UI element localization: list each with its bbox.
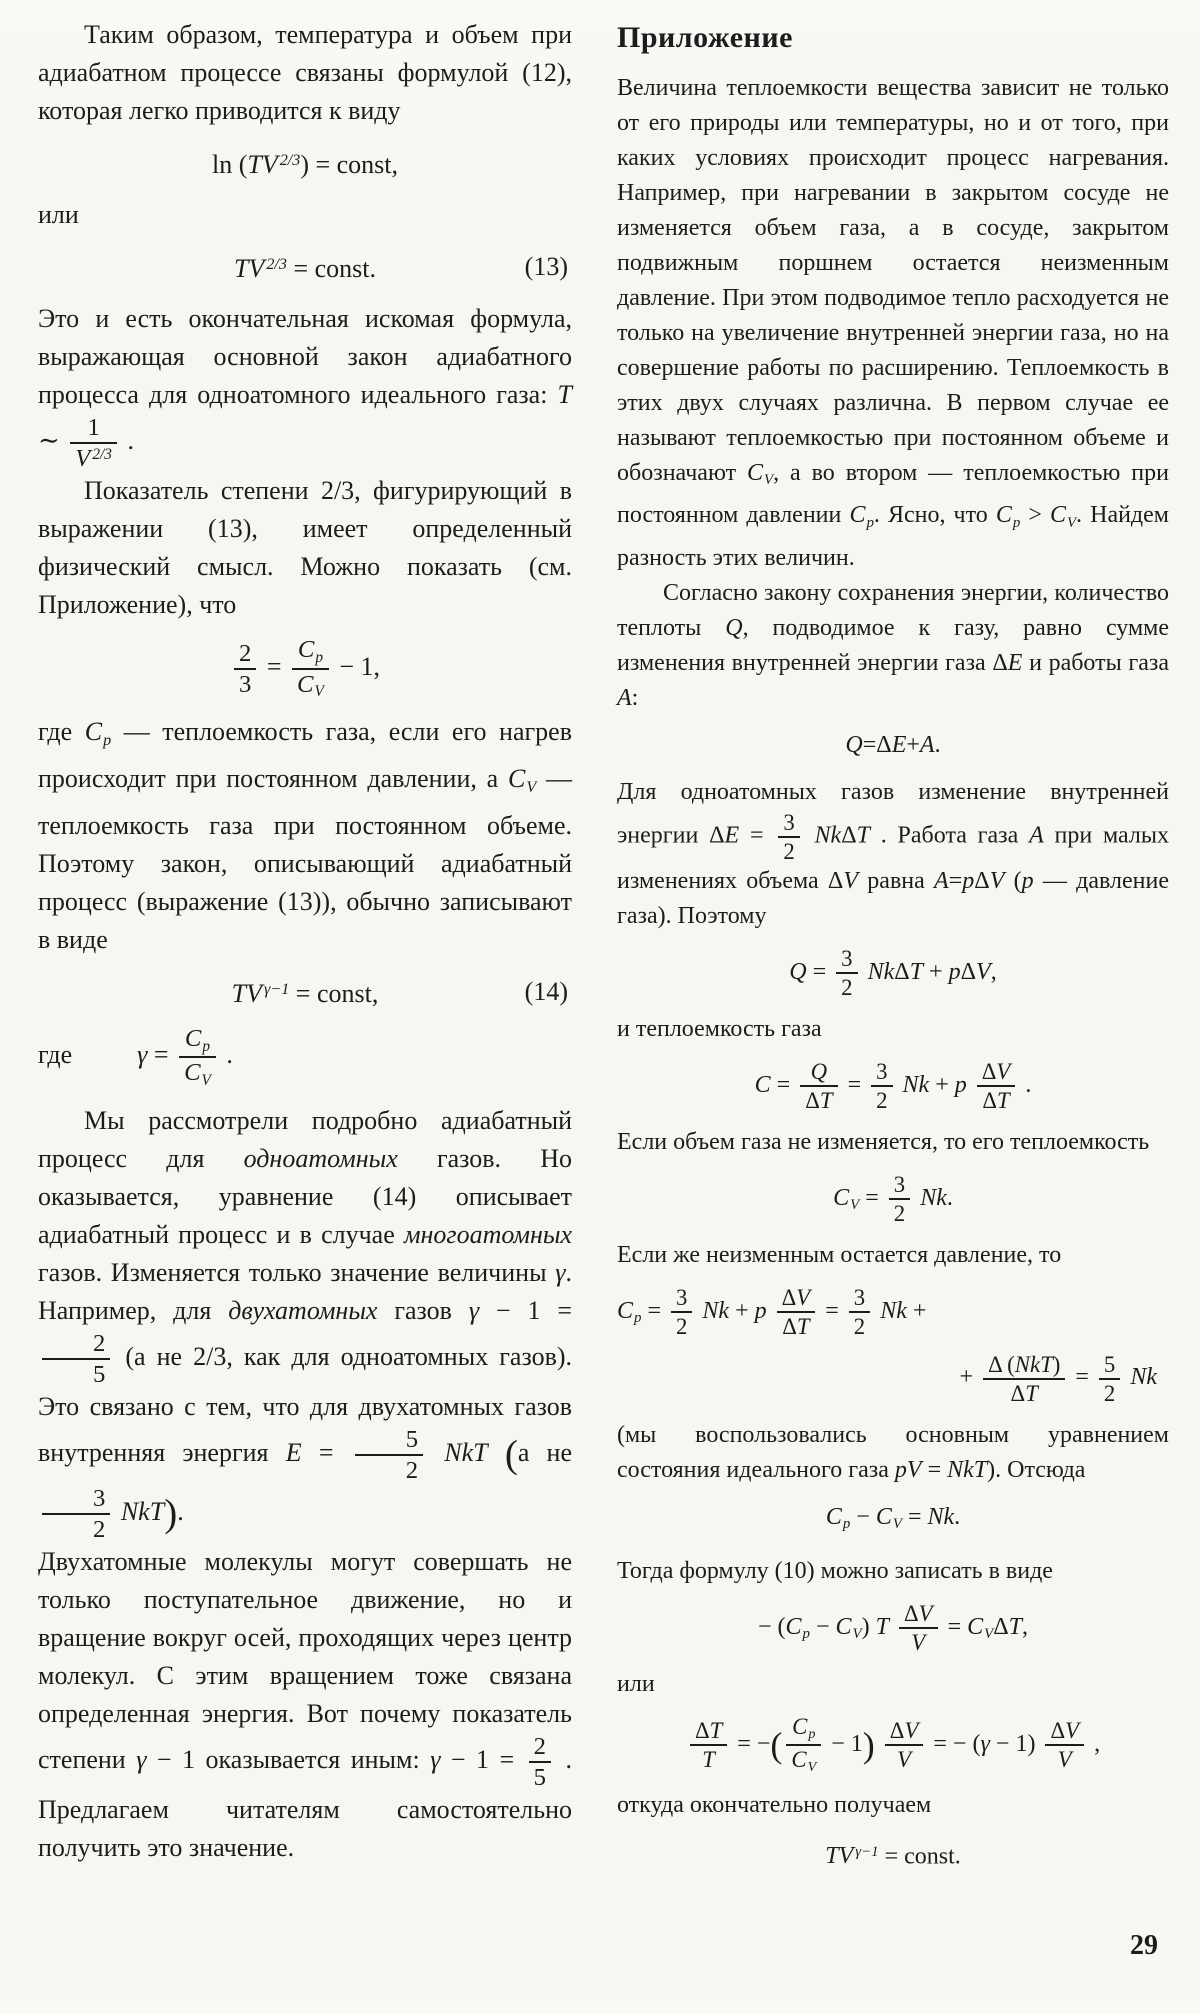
math-variable: γ	[468, 1295, 480, 1325]
math-variable: Q	[810, 1059, 828, 1085]
formula-body: Cp = $\frac{3}{2}$ Nk + p $\frac{\Delta V}{\Delta T}$ = $\frac{3}{2}$ Nk +	[617, 1285, 927, 1340]
fraction-denominator: ΔT	[800, 1085, 837, 1113]
math-fraction	[70, 414, 117, 472]
fraction-numerator: ΔV	[1050, 1717, 1080, 1743]
math-subscript: V	[850, 1197, 860, 1214]
fraction-numerator: 2	[238, 639, 252, 667]
fraction-denominator	[179, 1056, 216, 1089]
math-variable: Nk	[880, 1297, 907, 1324]
fraction-numerator	[179, 1025, 216, 1056]
formula	[617, 1601, 1169, 1655]
math-subscripted	[84, 717, 112, 750]
fraction-denominator	[786, 1744, 821, 1776]
math-fraction	[983, 1352, 1065, 1406]
fraction-denominator	[1045, 1744, 1084, 1772]
math-subscripted	[825, 1503, 851, 1533]
math-fraction	[1099, 1352, 1120, 1406]
fraction-numerator: ΔV	[903, 1601, 933, 1627]
fraction-numerator: 3	[676, 1285, 688, 1311]
appendix-heading: Приложение	[617, 21, 793, 54]
math-fraction	[42, 1485, 110, 1543]
math-variable: V	[843, 868, 859, 895]
paragraph: (мы воспользовались основным уравнением состояния идеального газа pV = NkT). Отсюда	[617, 1421, 1169, 1483]
fraction-numerator: ΔT	[694, 1717, 723, 1743]
paragraph: Согласно закону сохранения энергии, количество теплоты Q, подводимое к газу, равно сумме изменения внутренней энергии газа ΔE и работы газа A:	[617, 579, 1169, 711]
fraction-denominator	[70, 442, 117, 472]
math-superscripted	[234, 254, 287, 283]
math-variable: T	[909, 958, 924, 985]
fraction-numerator: ΔV	[981, 1059, 1011, 1085]
big-parenthesis: )	[862, 1724, 875, 1765]
math-exponent: 2/3	[266, 256, 287, 274]
paragraph: Двухатомные молекулы могут совершать не только поступательное движение, но и вращение вокруг осей, проходящих через центр молекул. С этим вращением тоже связана определенная энергия. Вот почему показатель степени γ − 1 оказывается иным: γ − 1 = $\frac{2}{5}$ . Предлагаем читателям самостоятельно получить это значение.	[38, 1546, 572, 1863]
formula-body: Q=ΔE+A.	[845, 731, 941, 758]
fraction-denominator	[899, 1627, 938, 1655]
paragraph: Тогда формулу (10) можно записать в виде	[617, 1558, 1053, 1585]
math-variable: T	[702, 1747, 715, 1773]
formula-body: TV $^{\gamma-1}$ = const,	[231, 979, 379, 1009]
paragraph: или	[38, 200, 79, 230]
math-variable: C	[508, 764, 526, 794]
formula	[617, 1835, 1169, 1874]
math-variable: Nk	[814, 822, 842, 849]
math-variable: Nk	[867, 958, 895, 985]
math-fraction	[777, 1285, 816, 1339]
fraction-denominator: 2	[42, 1513, 110, 1543]
math-variable: E	[1007, 649, 1023, 676]
math-variable: V	[796, 1285, 811, 1311]
math-subscript: V	[764, 472, 774, 489]
math-subscripted	[835, 1613, 862, 1643]
math-variable: C	[875, 1503, 892, 1530]
math-variable: NkT	[120, 1496, 165, 1526]
math-fraction	[671, 1285, 692, 1339]
math-variable: Nk	[920, 1184, 947, 1211]
right-column	[617, 12, 1169, 1886]
fraction-numerator: 3	[783, 809, 795, 835]
math-fraction	[899, 1601, 938, 1655]
formula-body: C = $\frac{Q}{\Delta T}$ = $\frac{3}{2}$ Nk + p $\frac{\Delta V}{\Delta T}$ .	[754, 1059, 1032, 1114]
math-subscripted	[785, 1613, 810, 1643]
math-variable: γ	[136, 1745, 147, 1775]
formula	[617, 1500, 1169, 1542]
formula-body: Q = $\frac{3}{2}$ NkΔT + pΔV,	[789, 946, 997, 1001]
math-variable: C	[297, 670, 314, 698]
formula	[617, 946, 1169, 1000]
fraction-numerator: 3	[93, 1484, 106, 1512]
formula	[617, 1352, 1169, 1406]
formula-body: TV $^{2/3}$ = const.	[234, 254, 376, 284]
math-variable: C	[1049, 502, 1066, 529]
fraction-numerator: ΔV	[889, 1717, 919, 1743]
fraction-denominator: ΔT	[777, 1311, 816, 1339]
equation-number: (14)	[524, 976, 568, 1006]
big-parenthesis: (	[770, 1724, 783, 1765]
math-subscripted	[184, 1059, 211, 1090]
paragraph: или	[617, 1671, 655, 1698]
fraction-numerator	[800, 1059, 837, 1085]
formula-body: где γ = $\frac{Cp}{CV}$ .	[38, 1025, 233, 1090]
math-variable: A	[919, 731, 935, 758]
math-fraction	[836, 946, 857, 1000]
formula	[38, 971, 572, 1013]
math-variable: T	[856, 822, 870, 849]
math-exponent: γ−1	[855, 1843, 879, 1860]
math-variable: γ	[137, 1040, 148, 1070]
math-subscripted	[967, 1613, 994, 1643]
math-variable: T	[1025, 1380, 1038, 1406]
math-subscript: p	[802, 1626, 810, 1643]
big-parenthesis: )	[164, 1491, 178, 1535]
math-subscript: V	[1066, 514, 1077, 531]
math-variable: C	[297, 636, 315, 664]
math-variable: TV	[231, 979, 262, 1009]
math-variable: NkT	[444, 1438, 488, 1468]
math-variable: C	[967, 1613, 984, 1640]
math-variable: C	[184, 1025, 202, 1053]
math-variable: A	[934, 868, 949, 895]
paragraph: и теплоемкость газа	[617, 1016, 822, 1043]
math-subscripted	[792, 1714, 816, 1743]
math-variable: E	[891, 731, 907, 758]
math-exponent: 2/3	[279, 152, 301, 169]
fraction-denominator: 3	[234, 668, 256, 698]
math-subscripted	[833, 1184, 860, 1214]
math-superscripted	[232, 979, 290, 1008]
fraction-denominator: ΔT	[983, 1378, 1065, 1406]
math-subscripted	[791, 1747, 817, 1776]
math-variable: C	[84, 717, 103, 747]
math-variable: C	[849, 502, 866, 529]
math-variable: NkT	[1014, 1351, 1053, 1377]
math-subscripted	[184, 1025, 211, 1055]
formula	[38, 1025, 572, 1090]
fraction-numerator: 5	[405, 1426, 419, 1454]
math-variable: Nk	[927, 1503, 955, 1530]
paragraph: Для одноатомных газов изменение внутренней энергии ΔE = $\frac{3}{2}$ NkΔT . Работа газа A при малых изменениях объема ΔV равна A=pΔV (p — давление газа). Поэтому	[617, 778, 1169, 930]
math-variable: Q	[725, 614, 743, 641]
math-variable: p	[962, 868, 975, 895]
math-variable: p	[1021, 868, 1034, 895]
math-variable: V	[989, 868, 1005, 895]
math-variable: V	[75, 445, 91, 473]
math-fraction	[977, 1059, 1016, 1113]
formula	[617, 728, 1169, 763]
formula	[617, 1285, 1169, 1339]
fraction-denominator: ΔT	[977, 1085, 1016, 1113]
math-variable: C	[792, 1714, 808, 1740]
math-variable: V	[996, 1059, 1011, 1085]
math-subscript: p	[866, 514, 874, 531]
math-subscripted	[746, 460, 774, 489]
math-fraction	[355, 1426, 423, 1484]
formula	[617, 1059, 1169, 1113]
math-fraction	[778, 810, 799, 864]
math-variable: TV	[234, 254, 265, 284]
math-variable: Nk	[1130, 1364, 1157, 1391]
math-variable: C	[791, 1747, 807, 1773]
math-subscripted	[1049, 502, 1077, 531]
math-subscript: p	[103, 732, 112, 750]
math-variable: γ	[980, 1730, 990, 1757]
math-fraction	[800, 1059, 837, 1113]
math-fraction	[42, 1330, 110, 1388]
formula	[38, 142, 572, 184]
paragraph: Если объем газа не изменяется, то его теплоемкость	[617, 1129, 1150, 1156]
math-subscripted	[297, 670, 324, 701]
math-subscripted	[849, 502, 874, 531]
math-variable: T	[796, 1314, 810, 1340]
formula-body: ln (TV $^{2/3}$) = const,	[211, 150, 399, 180]
fraction-denominator: 2	[778, 836, 799, 864]
math-variable: C	[184, 1059, 201, 1087]
fraction-denominator: 2	[889, 1198, 910, 1226]
math-variable: Nk	[902, 1071, 930, 1098]
math-fraction	[690, 1718, 727, 1772]
fraction-denominator: 2	[671, 1311, 692, 1339]
math-variable: E	[285, 1438, 302, 1468]
math-subscript: p	[202, 1037, 211, 1055]
math-fraction	[849, 1285, 870, 1339]
paragraph: Мы рассмотрели подробно адиабатный процесс для одноатомных газов. Но оказывается, уравнение (14) описывает адиабатный процесс и в случае многоатомных газов. Изменяется только значение величины γ. Например, для двухатомных газов γ − 1 = $\frac{2}{5}$ (а не 2/3, как для одноатомных газов). Это связано с тем, что для двухатомных газов внутренняя энергия E = $\frac{5}{2}$ NkT (а не $\frac{3}{2}$ NkT).	[38, 1105, 573, 1543]
left-column	[38, 16, 572, 1867]
math-fraction	[889, 1172, 910, 1226]
math-subscripted	[995, 502, 1021, 531]
math-superscripted	[825, 1843, 878, 1869]
math-fraction	[179, 1025, 216, 1090]
math-variable: V	[1057, 1747, 1072, 1773]
math-subscript: p	[808, 1726, 816, 1743]
math-subscript: p	[1012, 514, 1021, 531]
math-subscripted	[297, 636, 323, 667]
math-variable: T	[875, 1613, 889, 1640]
math-variable: C	[754, 1071, 771, 1098]
formula-body: CV = $\frac{3}{2}$ Nk.	[833, 1172, 953, 1227]
math-variable: C	[617, 1297, 634, 1324]
math-variable: V	[897, 1747, 912, 1773]
math-variable: p	[754, 1297, 767, 1324]
math-variable: Nk	[702, 1297, 730, 1324]
formula-body: TV $^{\gamma-1}$ = const.	[825, 1843, 961, 1870]
math-variable: TV	[247, 150, 278, 180]
math-fraction	[529, 1733, 551, 1791]
math-variable: p	[948, 958, 961, 985]
fraction-numerator: ΔV	[781, 1285, 811, 1311]
math-fraction	[234, 640, 256, 698]
italic-text: двухатомных	[228, 1295, 378, 1325]
math-variable: C	[746, 460, 763, 486]
fraction-numerator: 3	[876, 1059, 888, 1085]
math-variable: C	[995, 502, 1012, 529]
italic-text: многоатомных	[403, 1219, 572, 1249]
fraction-denominator: 2	[1099, 1378, 1120, 1406]
formula	[38, 636, 572, 701]
math-variable: T	[709, 1717, 723, 1743]
math-variable: T	[1008, 1613, 1023, 1640]
fraction-denominator: 2	[836, 972, 857, 1000]
math-subscript: V	[201, 1072, 211, 1090]
math-subscript: V	[526, 778, 537, 796]
paragraph: где Cp — теплоемкость газа, если его нагрев происходит при постоянном давлении, а CV — теплоемкость газа при постоянном объеме. Поэтому закон, описывающий адиабатный процесс (выражение (13)), обычно записывают в виде	[38, 717, 572, 954]
fraction-numerator: 1	[87, 414, 100, 442]
math-fraction	[871, 1059, 892, 1113]
math-subscript: p	[634, 1310, 642, 1327]
fraction-numerator: Δ (NkT)	[988, 1351, 1061, 1377]
fraction-denominator	[885, 1744, 924, 1772]
math-fraction	[786, 1714, 821, 1776]
math-variable: NkT	[947, 1456, 988, 1483]
fraction-numerator	[292, 636, 329, 667]
fraction-denominator	[690, 1744, 727, 1772]
math-variable: T	[997, 1088, 1010, 1114]
math-variable: V	[1065, 1717, 1080, 1743]
math-superscripted	[75, 445, 112, 472]
math-fraction	[885, 1718, 924, 1772]
math-variable: C	[825, 1503, 842, 1530]
fraction-denominator: 2	[849, 1311, 870, 1339]
math-variable: TV	[825, 1843, 854, 1870]
big-parenthesis: (	[504, 1433, 518, 1477]
formula-body: $\frac{\Delta T}{T}$ = −( $\frac{Cp}{CV}$ − 1) $\frac{\Delta V}{V}$ = − (γ − 1) $\frac{\Delta V}{V}$ ,	[686, 1731, 1100, 1757]
paragraph: Это и есть окончательная искомая формула, выражающая основной закон адиабатного процесса для одноатомного идеального газа: T ∼ $\frac{1}{V ^{2/3}}$ .	[38, 304, 572, 473]
equation-number: (13)	[524, 252, 568, 282]
paragraph: Если же неизменным остается давление, то	[617, 1242, 1062, 1269]
math-subscript: p	[842, 1516, 851, 1533]
math-subscripted	[617, 1297, 642, 1327]
math-subscript: V	[984, 1626, 994, 1643]
page-number: 29	[1130, 1930, 1158, 1961]
fraction-numerator: 5	[1103, 1351, 1116, 1377]
math-variable: A	[617, 684, 632, 711]
fraction-denominator: 2	[355, 1454, 423, 1484]
math-fraction	[292, 636, 329, 701]
math-variable: T	[819, 1088, 833, 1114]
math-variable: pV	[894, 1456, 922, 1483]
formula-body: − (Cp − CV) T $\frac{\Delta V}{V}$ = CVΔT,	[757, 1601, 1029, 1656]
formula	[617, 1172, 1169, 1226]
math-variable: T	[557, 380, 572, 410]
math-variable: C	[833, 1184, 850, 1211]
paragraph: Показатель степени 2/3, фигурирующий в выражении (13), имеет определенный физический смысл. Можно показать (см. Приложение), что	[38, 476, 572, 620]
math-exponent: γ−1	[264, 980, 290, 998]
math-variable: V	[911, 1630, 926, 1656]
fraction-numerator: 2	[93, 1329, 106, 1357]
fraction-denominator: 5	[42, 1358, 110, 1388]
formula	[38, 246, 572, 288]
math-variable: E	[724, 822, 740, 849]
formula-body: Cp − CV = Nk.	[825, 1503, 961, 1533]
formula-body: + $\frac{\text{Δ (NkT)}}{\Delta T}$ = $\frac{5}{2}$ Nk	[959, 1351, 1157, 1406]
math-variable: A	[1029, 822, 1044, 849]
formula	[617, 1714, 1169, 1776]
math-variable: V	[918, 1601, 933, 1627]
math-subscript: V	[314, 683, 324, 701]
paragraph: Таким образом, температура и объем при адиабатном процессе связаны формулой (12), которая легко приводится к виду	[38, 20, 572, 125]
fraction-numerator: 3	[893, 1172, 906, 1198]
fraction-denominator: 5	[529, 1761, 551, 1791]
math-subscript: V	[852, 1626, 862, 1643]
math-variable: C	[835, 1613, 852, 1640]
math-subscript: V	[807, 1759, 817, 1776]
math-variable: V	[976, 958, 991, 985]
math-subscript: p	[315, 649, 323, 667]
fraction-denominator	[292, 668, 329, 701]
math-variable: V	[904, 1717, 919, 1743]
math-fraction	[1045, 1718, 1084, 1772]
math-subscripted	[875, 1503, 902, 1533]
fraction-numerator: 3	[841, 946, 853, 972]
math-variable: p	[954, 1071, 967, 1098]
fraction-numerator: 3	[853, 1285, 866, 1311]
paragraph: Величина теплоемкости вещества зависит не только от его природы или температуры, но и от того, при каких условиях происходит процесс нагревания. Например, при нагревании в закрытом сосуде не изменяется объем газа, а в сосуде, закрытом подвижным поршнем остается неизменным давление. При этом подводимое тепло расходуется не только на увеличение внутренней энергии газа, но на совершение работы по расширению. Теплоемкость в этих двух случаях различна. В первом случае ее называют теплоемкостью при постоянном объеме и обозначают CV, а во втором — теплоемкостью при постоянном давлении Cp. Ясно, что Cp > CV. Найдем разность этих величин.	[617, 75, 1169, 571]
paragraph: откуда окончательно получаем	[617, 1791, 932, 1818]
math-variable: Q	[789, 958, 807, 985]
italic-text: одноатомных	[243, 1143, 398, 1173]
math-variable: Q	[845, 731, 863, 758]
fraction-numerator	[786, 1714, 821, 1744]
math-variable: γ	[555, 1257, 566, 1287]
math-subscripted	[508, 764, 537, 796]
fraction-numerator: 2	[533, 1732, 547, 1760]
math-superscripted	[247, 150, 300, 179]
math-subscript: V	[892, 1516, 902, 1533]
fraction-denominator: 2	[871, 1085, 892, 1113]
math-exponent: 2/3	[92, 445, 112, 463]
formula-body: $\frac{2}{3}$ = $\frac{Cp}{CV}$ − 1,	[230, 652, 380, 681]
math-variable: C	[785, 1613, 802, 1640]
math-variable: γ	[430, 1745, 441, 1775]
